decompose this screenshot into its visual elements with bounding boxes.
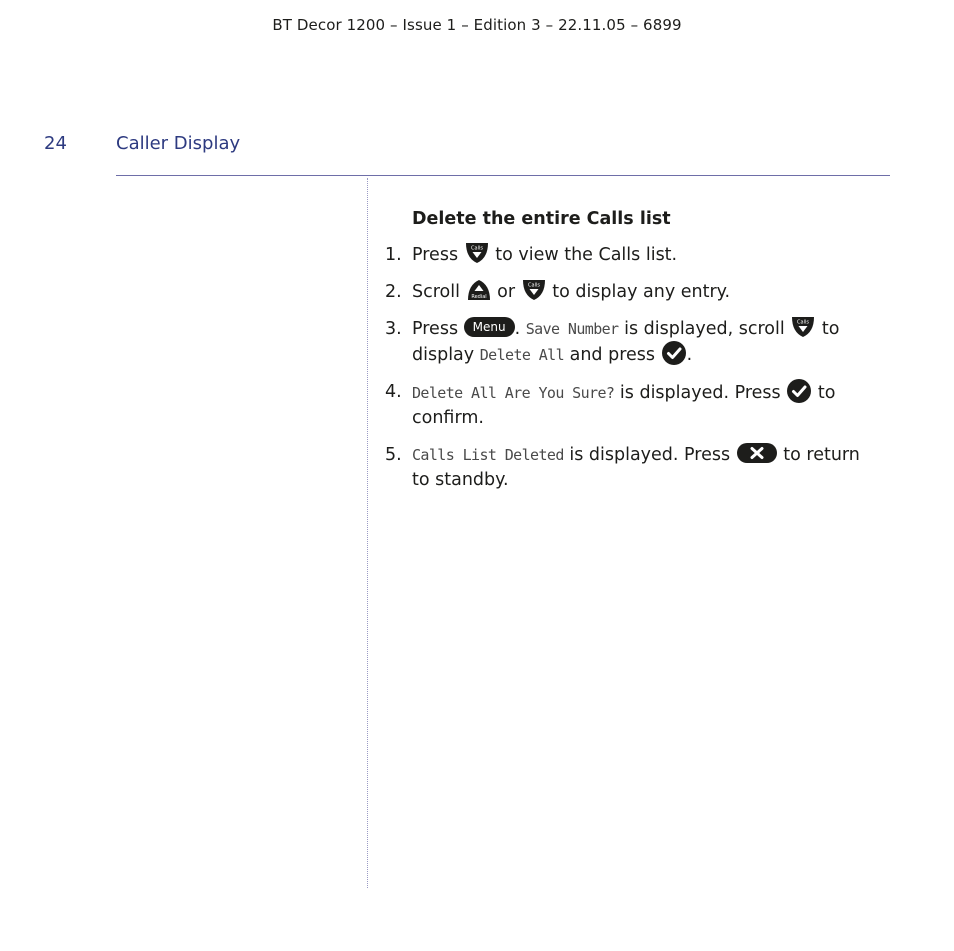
column-divider — [367, 178, 368, 888]
step-number: 1. — [385, 245, 402, 265]
step-text: is displayed. Press — [569, 445, 731, 465]
step-text: Press — [412, 319, 459, 339]
step-text: to view the Calls list. — [495, 245, 678, 265]
lcd-text: Delete All Are You Sure? — [412, 384, 615, 402]
step-text: to display any entry. — [552, 282, 731, 302]
key-calls-label: Calls — [527, 282, 540, 289]
step-4 — [385, 380, 865, 431]
step-text: . — [686, 345, 693, 365]
lcd-text: Calls List Deleted — [412, 446, 564, 464]
step-text: to return to standby. — [412, 445, 860, 490]
lcd-text: Delete All — [479, 346, 565, 364]
ok-check-key-icon — [661, 340, 687, 366]
steps-list — [385, 243, 865, 493]
step-1 — [385, 243, 865, 268]
calls-down-key-icon — [464, 241, 490, 265]
section-title: Caller Display — [116, 133, 241, 154]
header-rule — [116, 175, 890, 176]
key-calls-label: Calls — [797, 319, 810, 326]
step-number: 3. — [385, 319, 402, 339]
lcd-text: Save Number — [525, 320, 619, 338]
ok-check-key-icon — [786, 378, 812, 404]
instructions-content — [385, 207, 865, 505]
key-redial-label: Redial — [470, 294, 487, 300]
instructions-heading: Delete the entire Calls list — [412, 209, 671, 229]
step-number: 5. — [385, 445, 402, 465]
redial-up-key-icon — [466, 278, 492, 302]
step-text: . — [514, 319, 521, 339]
menu-key-icon: Menu — [464, 317, 515, 337]
step-number: 4. — [385, 382, 402, 402]
step-text: to display — [412, 319, 840, 365]
step-text: Scroll — [412, 282, 460, 302]
step-5 — [385, 443, 865, 493]
step-text: is displayed. Press — [619, 383, 781, 403]
cancel-x-key-icon — [736, 442, 778, 464]
step-2 — [385, 280, 865, 305]
document-header: BT Decor 1200 – Issue 1 – Edition 3 – 22.11.05 – 6899 — [272, 16, 682, 34]
step-text: is displayed, scroll — [624, 319, 785, 339]
step-text: to confirm. — [412, 383, 836, 428]
step-text: Press — [412, 245, 459, 265]
key-calls-label: Calls — [470, 245, 483, 252]
page-number: 24 — [44, 133, 67, 154]
calls-down-key-icon — [521, 278, 547, 302]
calls-down-key-icon — [790, 315, 816, 339]
step-3 — [385, 317, 865, 368]
step-text: or — [497, 282, 516, 302]
step-number: 2. — [385, 282, 402, 302]
step-text: and press — [569, 345, 656, 365]
